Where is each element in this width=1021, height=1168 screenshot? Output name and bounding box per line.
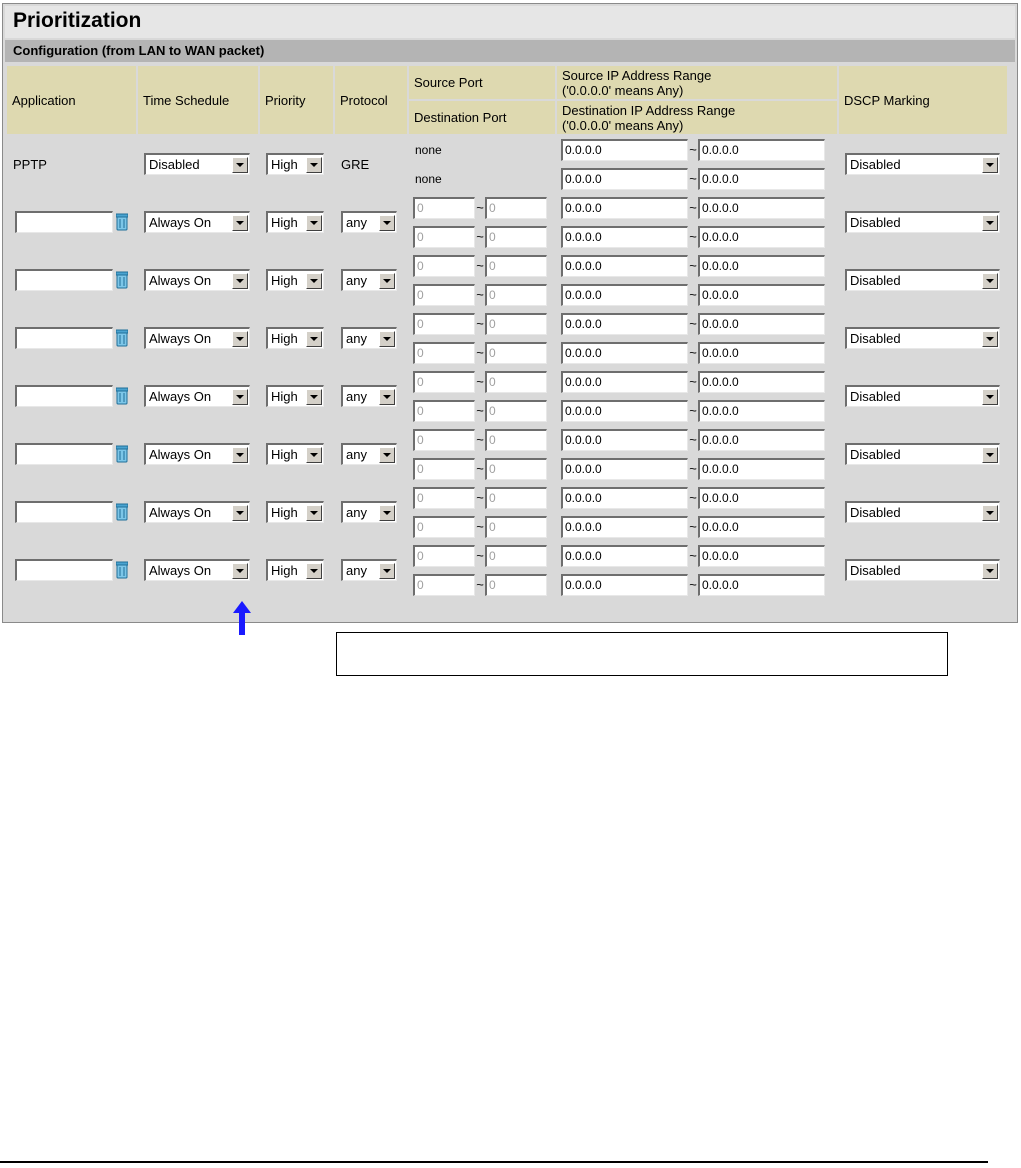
protocol-select[interactable] [341,385,397,407]
chevron-down-icon [982,447,998,463]
protocol-select-value: any [346,447,367,462]
destination-ip-cell [557,513,837,540]
source-port-to[interactable]: 0 [485,487,547,509]
dscp-select-value: Disabled [850,215,901,230]
priority-select[interactable] [266,385,324,407]
rules-table [5,64,1009,600]
source-port-to[interactable]: 0 [485,429,547,451]
source-port-from[interactable]: 0 [413,429,475,451]
time-schedule-select-value: Always On [149,215,212,230]
priority-cell [260,368,333,424]
destination-ip-from[interactable]: 0.0.0.0 [561,342,688,364]
protocol-cell [335,252,407,308]
range-separator: ~ [476,287,484,302]
destination-ip-cell [557,223,837,250]
range-separator: ~ [476,200,484,215]
time-schedule-select[interactable] [144,269,250,291]
destination-port-from[interactable]: 0 [413,342,475,364]
chevron-down-icon [232,447,248,463]
priority-cell [260,252,333,308]
dscp-cell [839,426,1007,482]
pptp-application: PPTP [7,136,136,192]
source-port-from[interactable]: 0 [413,197,475,219]
source-ip-cell [557,310,837,337]
destination-port-to[interactable]: 0 [485,226,547,248]
range-separator: ~ [476,490,484,505]
destination-port-cell [409,223,555,250]
dscp-select[interactable] [845,501,1000,523]
pptp-destination-ip-from[interactable]: 0.0.0.0 [561,168,688,190]
time-schedule-select[interactable] [144,211,250,233]
dscp-select-value: Disabled [850,389,901,404]
chevron-down-icon [306,331,322,347]
destination-ip-cell [557,571,837,598]
priority-cell [260,542,333,598]
destination-ip-cell [557,339,837,366]
chevron-down-icon [379,389,395,405]
trash-bin-icon[interactable] [116,329,128,347]
chevron-down-icon [232,563,248,579]
header-time-schedule: Time Schedule [138,66,258,134]
source-ip-to[interactable]: 0.0.0.0 [698,371,825,393]
dscp-select[interactable] [845,443,1000,465]
application-name-input[interactable] [15,269,113,291]
time-schedule-select-value: Always On [149,389,212,404]
destination-port-to[interactable]: 0 [485,516,547,538]
destination-port-cell [409,571,555,598]
pptp-destination-ip-to[interactable]: 0.0.0.0 [698,168,825,190]
source-ip-from[interactable]: 0.0.0.0 [561,255,688,277]
range-separator: ~ [689,229,697,244]
source-ip-cell [557,426,837,453]
dscp-select[interactable] [845,385,1000,407]
pptp-dscp-select[interactable] [845,153,1000,175]
source-port-from[interactable]: 0 [413,487,475,509]
destination-port-cell [409,455,555,482]
destination-ip-to[interactable]: 0.0.0.0 [698,342,825,364]
range-separator: ~ [689,461,697,476]
time-schedule-select-value: Always On [149,505,212,520]
source-ip-from[interactable]: 0.0.0.0 [561,371,688,393]
pptp-priority-select[interactable] [266,153,324,175]
protocol-cell [335,368,407,424]
protocol-select-value: any [346,505,367,520]
destination-port-cell [409,397,555,424]
time-schedule-cell [138,368,258,424]
priority-select-value: High [271,215,298,230]
destination-port-to[interactable]: 0 [485,400,547,422]
chevron-down-icon [379,505,395,521]
destination-port-to[interactable]: 0 [485,574,547,596]
range-separator: ~ [689,577,697,592]
annotation-box [336,632,948,676]
destination-ip-to[interactable]: 0.0.0.0 [698,284,825,306]
footer-rule [0,1161,988,1163]
chevron-down-icon [232,157,248,173]
pptp-priority-value: High [271,157,298,172]
source-ip-to[interactable]: 0.0.0.0 [698,197,825,219]
destination-ip-cell [557,397,837,424]
chevron-down-icon [379,331,395,347]
priority-select-value: High [271,389,298,404]
time-schedule-cell [138,542,258,598]
priority-select-value: High [271,273,298,288]
source-ip-to[interactable]: 0.0.0.0 [698,487,825,509]
header-destination-ip [557,101,837,134]
source-ip-from[interactable]: 0.0.0.0 [561,429,688,451]
trash-bin-icon[interactable] [116,561,128,579]
destination-port-to[interactable]: 0 [485,458,547,480]
application-cell [7,252,136,308]
range-separator: ~ [476,229,484,244]
source-ip-from[interactable]: 0.0.0.0 [561,545,688,567]
rule-row [7,194,1007,221]
dscp-select-value: Disabled [850,505,901,520]
pptp-protocol: GRE [335,136,407,192]
chevron-down-icon [982,215,998,231]
destination-ip-from[interactable]: 0.0.0.0 [561,284,688,306]
chevron-down-icon [982,505,998,521]
header-source-port: Source Port [409,66,555,99]
protocol-cell [335,194,407,250]
priority-select[interactable] [266,559,324,581]
chevron-down-icon [232,273,248,289]
dscp-select-value: Disabled [850,331,901,346]
destination-ip-to[interactable]: 0.0.0.0 [698,516,825,538]
range-separator: ~ [689,171,697,186]
destination-port-cell [409,513,555,540]
protocol-cell [335,426,407,482]
pptp-time-schedule-cell [138,136,258,192]
application-name-input[interactable] [15,501,113,523]
dscp-select[interactable] [845,559,1000,581]
destination-ip-from[interactable]: 0.0.0.0 [561,516,688,538]
destination-port-to[interactable]: 0 [485,342,547,364]
destination-ip-from[interactable]: 0.0.0.0 [561,400,688,422]
rule-row [7,484,1007,511]
range-separator: ~ [689,374,697,389]
time-schedule-select[interactable] [144,443,250,465]
time-schedule-cell [138,484,258,540]
destination-ip-to[interactable]: 0.0.0.0 [698,400,825,422]
priority-select[interactable] [266,211,324,233]
dscp-select-value: Disabled [850,273,901,288]
protocol-select-value: any [346,331,367,346]
page-title: Prioritization [13,9,142,32]
source-ip-cell [557,368,837,395]
source-ip-cell [557,542,837,569]
chevron-down-icon [306,389,322,405]
chevron-down-icon [232,215,248,231]
destination-ip-to[interactable]: 0.0.0.0 [698,458,825,480]
priority-cell [260,484,333,540]
time-schedule-select[interactable] [144,559,250,581]
protocol-select[interactable] [341,443,397,465]
dscp-cell [839,194,1007,250]
header-application: Application [7,66,136,134]
header-dscp: DSCP Marking [839,66,1007,134]
protocol-select-value: any [346,389,367,404]
application-name-input[interactable] [15,385,113,407]
dscp-cell [839,252,1007,308]
pptp-time-schedule-select[interactable] [144,153,250,175]
time-schedule-select[interactable] [144,327,250,349]
time-schedule-select-value: Always On [149,563,212,578]
application-cell [7,542,136,598]
time-schedule-select-value: Always On [149,447,212,462]
range-separator: ~ [689,432,697,447]
dscp-select[interactable] [845,327,1000,349]
trash-bin-icon[interactable] [116,503,128,521]
trash-bin-icon[interactable] [116,213,128,231]
priority-select[interactable] [266,327,324,349]
pptp-time-schedule-value: Disabled [149,157,200,172]
protocol-select[interactable] [341,211,397,233]
rule-rows [7,194,1007,598]
pptp-source-ip-cell [557,136,837,163]
time-schedule-select[interactable] [144,385,250,407]
destination-port-cell [409,281,555,308]
dscp-select-value: Disabled [850,447,901,462]
source-port-to[interactable]: 0 [485,371,547,393]
source-ip-to[interactable]: 0.0.0.0 [698,255,825,277]
range-separator: ~ [476,374,484,389]
range-separator: ~ [476,461,484,476]
source-port-from[interactable]: 0 [413,545,475,567]
chevron-down-icon [306,273,322,289]
range-separator: ~ [476,403,484,418]
chevron-down-icon [306,215,322,231]
source-ip-to[interactable]: 0.0.0.0 [698,429,825,451]
destination-port-from[interactable]: 0 [413,400,475,422]
chevron-down-icon [379,563,395,579]
destination-port-cell [409,339,555,366]
source-port-cell [409,542,555,569]
source-port-cell [409,252,555,279]
source-port-to[interactable]: 0 [485,545,547,567]
pptp-destination-ip-cell [557,165,837,192]
title-bar [5,6,1015,38]
application-cell [7,194,136,250]
chevron-down-icon [982,389,998,405]
source-port-cell [409,310,555,337]
destination-port-to[interactable]: 0 [485,284,547,306]
source-port-cell [409,484,555,511]
pptp-dscp-cell [839,136,1007,192]
range-separator: ~ [689,490,697,505]
pptp-source-port: none [409,136,555,163]
destination-ip-cell [557,281,837,308]
source-ip-to[interactable]: 0.0.0.0 [698,545,825,567]
range-separator: ~ [476,519,484,534]
chevron-down-icon [379,215,395,231]
rule-row [7,310,1007,337]
destination-port-from[interactable]: 0 [413,574,475,596]
chevron-down-icon [306,563,322,579]
header-destination-port: Destination Port [409,101,555,134]
chevron-down-icon [306,157,322,173]
source-ip-cell [557,252,837,279]
destination-ip-to[interactable]: 0.0.0.0 [698,574,825,596]
protocol-select[interactable] [341,501,397,523]
range-separator: ~ [476,577,484,592]
range-separator: ~ [689,345,697,360]
source-ip-from[interactable]: 0.0.0.0 [561,197,688,219]
priority-select[interactable] [266,443,324,465]
rule-row [7,542,1007,569]
time-schedule-cell [138,252,258,308]
source-port-from[interactable]: 0 [413,313,475,335]
header-source-ip-label: Source IP Address Range [562,67,712,83]
chevron-down-icon [232,505,248,521]
protocol-select[interactable] [341,559,397,581]
destination-ip-from[interactable]: 0.0.0.0 [561,458,688,480]
application-name-input[interactable] [15,443,113,465]
application-cell [7,484,136,540]
protocol-select[interactable] [341,327,397,349]
time-schedule-cell [138,194,258,250]
application-cell [7,310,136,366]
chevron-down-icon [982,157,998,173]
range-separator: ~ [689,287,697,302]
prioritization-panel [2,3,1018,623]
chevron-down-icon [306,505,322,521]
section-title: Configuration (from LAN to WAN packet) [13,43,265,58]
rule-row [7,426,1007,453]
pptp-priority-cell [260,136,333,192]
chevron-down-icon [982,563,998,579]
priority-select-value: High [271,447,298,462]
chevron-down-icon [379,273,395,289]
destination-ip-from[interactable]: 0.0.0.0 [561,226,688,248]
range-separator: ~ [689,316,697,331]
trash-bin-icon[interactable] [116,445,128,463]
range-separator: ~ [689,200,697,215]
priority-cell [260,426,333,482]
destination-ip-cell [557,455,837,482]
source-ip-cell [557,194,837,221]
priority-select-value: High [271,331,298,346]
pptp-destination-port: none [409,165,555,192]
range-separator: ~ [476,548,484,563]
source-port-cell [409,194,555,221]
priority-select[interactable] [266,269,324,291]
destination-port-from[interactable]: 0 [413,458,475,480]
range-separator: ~ [476,258,484,273]
range-separator: ~ [689,142,697,157]
trash-bin-icon[interactable] [116,271,128,289]
destination-port-from[interactable]: 0 [413,284,475,306]
chevron-down-icon [232,389,248,405]
range-separator: ~ [689,548,697,563]
source-ip-to[interactable]: 0.0.0.0 [698,313,825,335]
header-source-ip-note: ('0.0.0.0' means Any) [562,82,684,98]
source-port-to[interactable]: 0 [485,255,547,277]
source-port-cell [409,426,555,453]
chevron-down-icon [982,273,998,289]
chevron-down-icon [232,331,248,347]
source-ip-from[interactable]: 0.0.0.0 [561,313,688,335]
application-name-input[interactable] [15,327,113,349]
destination-port-from[interactable]: 0 [413,226,475,248]
priority-cell [260,310,333,366]
priority-select[interactable] [266,501,324,523]
application-cell [7,368,136,424]
range-separator: ~ [689,258,697,273]
time-schedule-cell [138,426,258,482]
up-arrow-icon [232,600,252,636]
dscp-cell [839,368,1007,424]
dscp-cell [839,542,1007,598]
dscp-cell [839,484,1007,540]
destination-ip-to[interactable]: 0.0.0.0 [698,226,825,248]
rule-row [7,252,1007,279]
protocol-select[interactable] [341,269,397,291]
section-bar [5,40,1015,62]
priority-select-value: High [271,563,298,578]
header-destination-ip-label: Destination IP Address Range [562,102,736,118]
protocol-cell [335,310,407,366]
header-protocol: Protocol [335,66,407,134]
chevron-down-icon [982,331,998,347]
time-schedule-cell [138,310,258,366]
dscp-select-value: Disabled [850,563,901,578]
pptp-source-ip-from[interactable]: 0.0.0.0 [561,139,688,161]
protocol-select-value: any [346,273,367,288]
destination-ip-from[interactable]: 0.0.0.0 [561,574,688,596]
header-destination-ip-note: ('0.0.0.0' means Any) [562,117,684,133]
range-separator: ~ [476,316,484,331]
source-port-to[interactable]: 0 [485,313,547,335]
source-ip-cell [557,484,837,511]
source-port-to[interactable]: 0 [485,197,547,219]
destination-port-from[interactable]: 0 [413,516,475,538]
range-separator: ~ [689,519,697,534]
application-cell [7,426,136,482]
source-ip-from[interactable]: 0.0.0.0 [561,487,688,509]
protocol-cell [335,484,407,540]
header-priority: Priority [260,66,333,134]
chevron-down-icon [379,447,395,463]
dscp-select[interactable] [845,269,1000,291]
range-separator: ~ [476,345,484,360]
protocol-select-value: any [346,563,367,578]
time-schedule-select-value: Always On [149,331,212,346]
pptp-dscp-value: Disabled [850,157,901,172]
range-separator: ~ [476,432,484,447]
priority-cell [260,194,333,250]
protocol-select-value: any [346,215,367,230]
rule-row [7,368,1007,395]
dscp-cell [839,310,1007,366]
priority-select-value: High [271,505,298,520]
application-name-input[interactable] [15,559,113,581]
source-port-cell [409,368,555,395]
application-name-input[interactable] [15,211,113,233]
source-port-from[interactable]: 0 [413,371,475,393]
pptp-source-ip-to[interactable]: 0.0.0.0 [698,139,825,161]
time-schedule-select[interactable] [144,501,250,523]
range-separator: ~ [689,403,697,418]
header-source-ip [557,66,837,99]
time-schedule-select-value: Always On [149,273,212,288]
dscp-select[interactable] [845,211,1000,233]
protocol-cell [335,542,407,598]
chevron-down-icon [306,447,322,463]
source-port-from[interactable]: 0 [413,255,475,277]
trash-bin-icon[interactable] [116,387,128,405]
